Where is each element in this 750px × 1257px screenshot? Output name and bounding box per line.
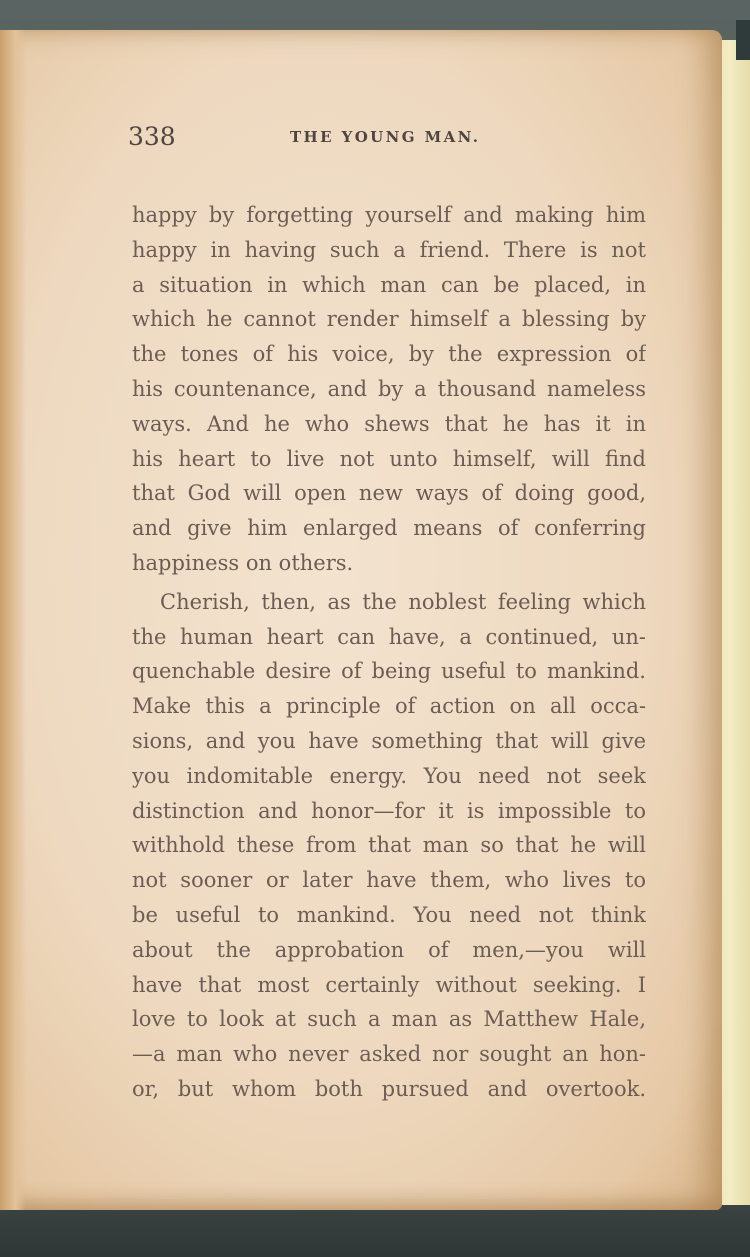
text-line: withhold these from that man so that he will xyxy=(132,833,646,858)
text-line: or, but whom both pursued and overtook. xyxy=(132,1076,646,1101)
text-line: a situation in which man can be placed, in xyxy=(132,272,646,297)
text-line: ways. And he who shews that he has it in xyxy=(132,411,646,436)
text-line: his countenance, and by a thousand nameless xyxy=(132,376,646,401)
book-bottom-edge xyxy=(0,1205,750,1257)
text-line: love to look at such a man as Matthew Hale, xyxy=(132,1007,646,1032)
text-line: his heart to live not unto himself, will find xyxy=(132,446,646,471)
text-line: Cherish, then, as the noblest feeling which xyxy=(160,589,646,614)
text-line: the tones of his voice, by the expression of xyxy=(132,342,646,367)
text-line: be useful to mankind. You need not think xyxy=(132,902,646,927)
book-page xyxy=(0,30,722,1210)
page-gutter xyxy=(0,30,26,1210)
text-line: you indomitable energy. You need not seek xyxy=(132,763,646,788)
body-text xyxy=(132,198,646,1107)
text-line: the human heart can have, a continued, un- xyxy=(132,624,646,649)
text-line: which he cannot render himself a blessing by xyxy=(132,307,646,332)
text-line: sions, and you have something that will give xyxy=(132,728,646,753)
text-line: that God will open new ways of doing good, xyxy=(132,481,646,506)
text-line: happy by forgetting yourself and making him xyxy=(132,203,646,227)
text-line: and give him enlarged means of conferring xyxy=(132,516,646,541)
text-line: —a man who never asked nor sought an hon- xyxy=(132,1042,646,1067)
text-line: distinction and honor—for it is impossible to xyxy=(132,798,646,823)
text-line: quenchable desire of being useful to mankind. xyxy=(132,659,646,684)
text-line: happy in having such a friend. There is not xyxy=(132,237,646,262)
page-number: 338 xyxy=(128,122,176,151)
book-cover-corner xyxy=(736,20,750,60)
running-head xyxy=(128,122,648,152)
text-line: Make this a principle of action on all occa- xyxy=(132,694,646,719)
text-line: happiness on others. xyxy=(132,550,354,575)
running-title: THE YOUNG MAN. xyxy=(290,128,481,146)
text-line: not sooner or later have them, who lives to xyxy=(132,868,646,893)
text-line: have that most certainly without seeking. I xyxy=(132,972,646,997)
text-line: about the approbation of men,—you will xyxy=(132,937,646,962)
